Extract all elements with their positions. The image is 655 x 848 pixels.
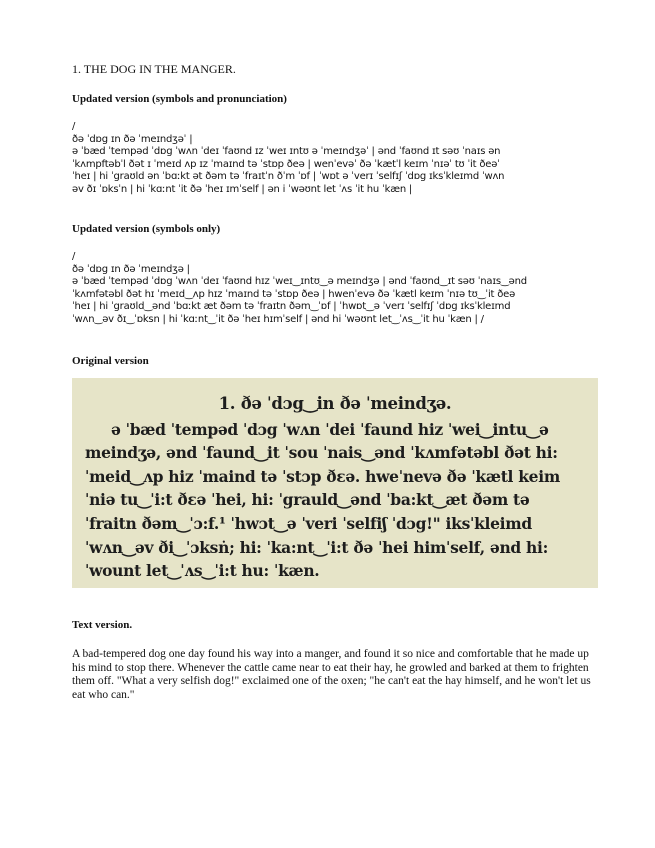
scan-line: ˈniə tu‿ˈi:t ðɛə ˈhei, hi: ˈgrauld‿ənd ˈba:kt‿æt ðəm tə: [85, 490, 530, 510]
scan-line: ˈfraitn ðəm‿ˈɔ:f.¹ ˈhwɔt‿ə ˈveri ˈselfiʃ ˈdɔg!" iksˈkleimd: [85, 513, 532, 533]
scan-line: ə ˈbæd ˈtempəd ˈdɔg ˈwʌn ˈdei ˈfaund hiz ˈwei‿intu‿ə: [111, 419, 549, 439]
scan-line: meindʒə, ənd ˈfaund‿it ˈsou ˈnais‿ənd ˈkʌmfətəbl ðət hi:: [85, 443, 558, 463]
original-scan-text: [85, 392, 585, 583]
transcription-line: ˈwʌn‿əv ðɪ‿ˈɒksn | hi ˈkɑːnt‿ˈit ðə ˈheɪ hɪmˈself | ənd hi ˈwəʊnt let‿ˈʌs‿ˈit hu ˈkæn | /: [72, 313, 484, 325]
original-scan-image: [72, 378, 598, 588]
heading-text-version: Text version.: [72, 619, 133, 631]
transcription-line: ðə ˈdɒg ɪn ðə ˈmeɪndʒəˈ |: [72, 133, 193, 145]
transcription-line: ˈheɪ | hi ˈgraʊld‿ənd ˈbɑːkt æt ðəm tə ˈfraɪtn ðəm‿ˈɒf | ˈhwɒt‿ə ˈverɪ ˈselfɪʃ ˈdɒg ɪksˈkleɪmd: [72, 301, 511, 313]
transcription-symbols-pronunciation: [72, 121, 612, 197]
transcription-line: ˈkʌmpftəbˈl ðət ɪ ˈmeɪd ʌp ɪz ˈmaɪnd tə ˈstɒp ðeə | wenˈevəˈ ðə ˈkætˈl keɪm ˈnɪəˈ tʊ ˈit ðeəˈ: [72, 158, 500, 170]
transcription-line: /: [72, 121, 76, 132]
transcription-line: ə ˈbæd ˈtempəd ˈdɒg ˈwʌn ˈdeɪ ˈfaʊnd hɪz ˈweɪ‿ɪntʊ‿ə meɪndʒə | ənd ˈfaʊnd‿ɪt səʊ ˈnaɪs‿ənd: [72, 276, 527, 288]
scan-title: 1. ðə ˈdɔg‿in ðə ˈmeindʒə.: [218, 394, 452, 413]
text-version-paragraph: A bad-tempered dog one day found his way into a manger, and found it so nice and comfortable that he made up his mind to stop there. Whenever the cattle came near to eat their hay, he growled and barked at them to frighten them off. "What a very selfish dog!" exclaimed one of the oxen; "he can't eat the hay himself, and he won't let us eat who can.": [72, 648, 591, 701]
transcription-line: ðə ˈdɒg ɪn ðə ˈmeɪndʒə |: [72, 263, 190, 275]
heading-updated-symbols-pronunciation: Updated version (symbols and pronunciation): [72, 93, 287, 105]
transcription-line: /: [72, 251, 76, 262]
heading-original-version: Original version: [72, 355, 149, 367]
transcription-line: ə ˈbæd ˈtempəd ˈdɒg ˈwʌn ˈdeɪ ˈfaʊnd ɪz ˈweɪ ɪntʊ ə ˈmeɪndʒəˈ | ənd ˈfaʊnd ɪt səʊ ˈnaɪs ən: [72, 146, 501, 158]
transcription-line: ˈkʌmfətəbl ðət hɪ ˈmeɪd‿ʌp hɪz ˈmaɪnd tə ˈstɒp ðeə | hwenˈevə ðə ˈkætl keɪm ˈnɪə tʊ‿ˈit ðeə: [72, 288, 516, 300]
scan-line: ˈmeid‿ʌp hiz ˈmaind tə ˈstɔp ðɛə. hweˈnevə ðə ˈkætl keim: [85, 466, 560, 486]
transcription-symbols-only: [72, 251, 612, 327]
scan-line: ˈwʌn‿əv ði‿ˈɔksṅ; hi: ˈka:nt‿ˈi:t ðə ˈhei himˈself, ənd hi:: [85, 537, 549, 557]
transcription-line: əv ðɪ ˈɒksˈn | hi ˈkɑːnt ˈit ðə ˈheɪ ɪmˈself | ən i ˈwəʊnt let ˈʌs ˈit hu ˈkæn |: [72, 183, 413, 195]
scan-line: ˈwount let‿ˈʌs‿ˈi:t hu: ˈkæn.: [85, 561, 320, 581]
transcription-line: ˈheɪ | hi ˈgraʊld ən ˈbɑːkt ət ðəm tə ˈfraɪtˈn ðˈm ˈɒf | ˈwɒt ə ˈverɪ ˈselfɪʃ ˈdɒg ɪksˈkleɪmd ˈwʌn: [72, 171, 505, 183]
document-title: 1. THE DOG IN THE MANGER.: [72, 62, 236, 76]
heading-updated-symbols-only: Updated version (symbols only): [72, 223, 221, 235]
